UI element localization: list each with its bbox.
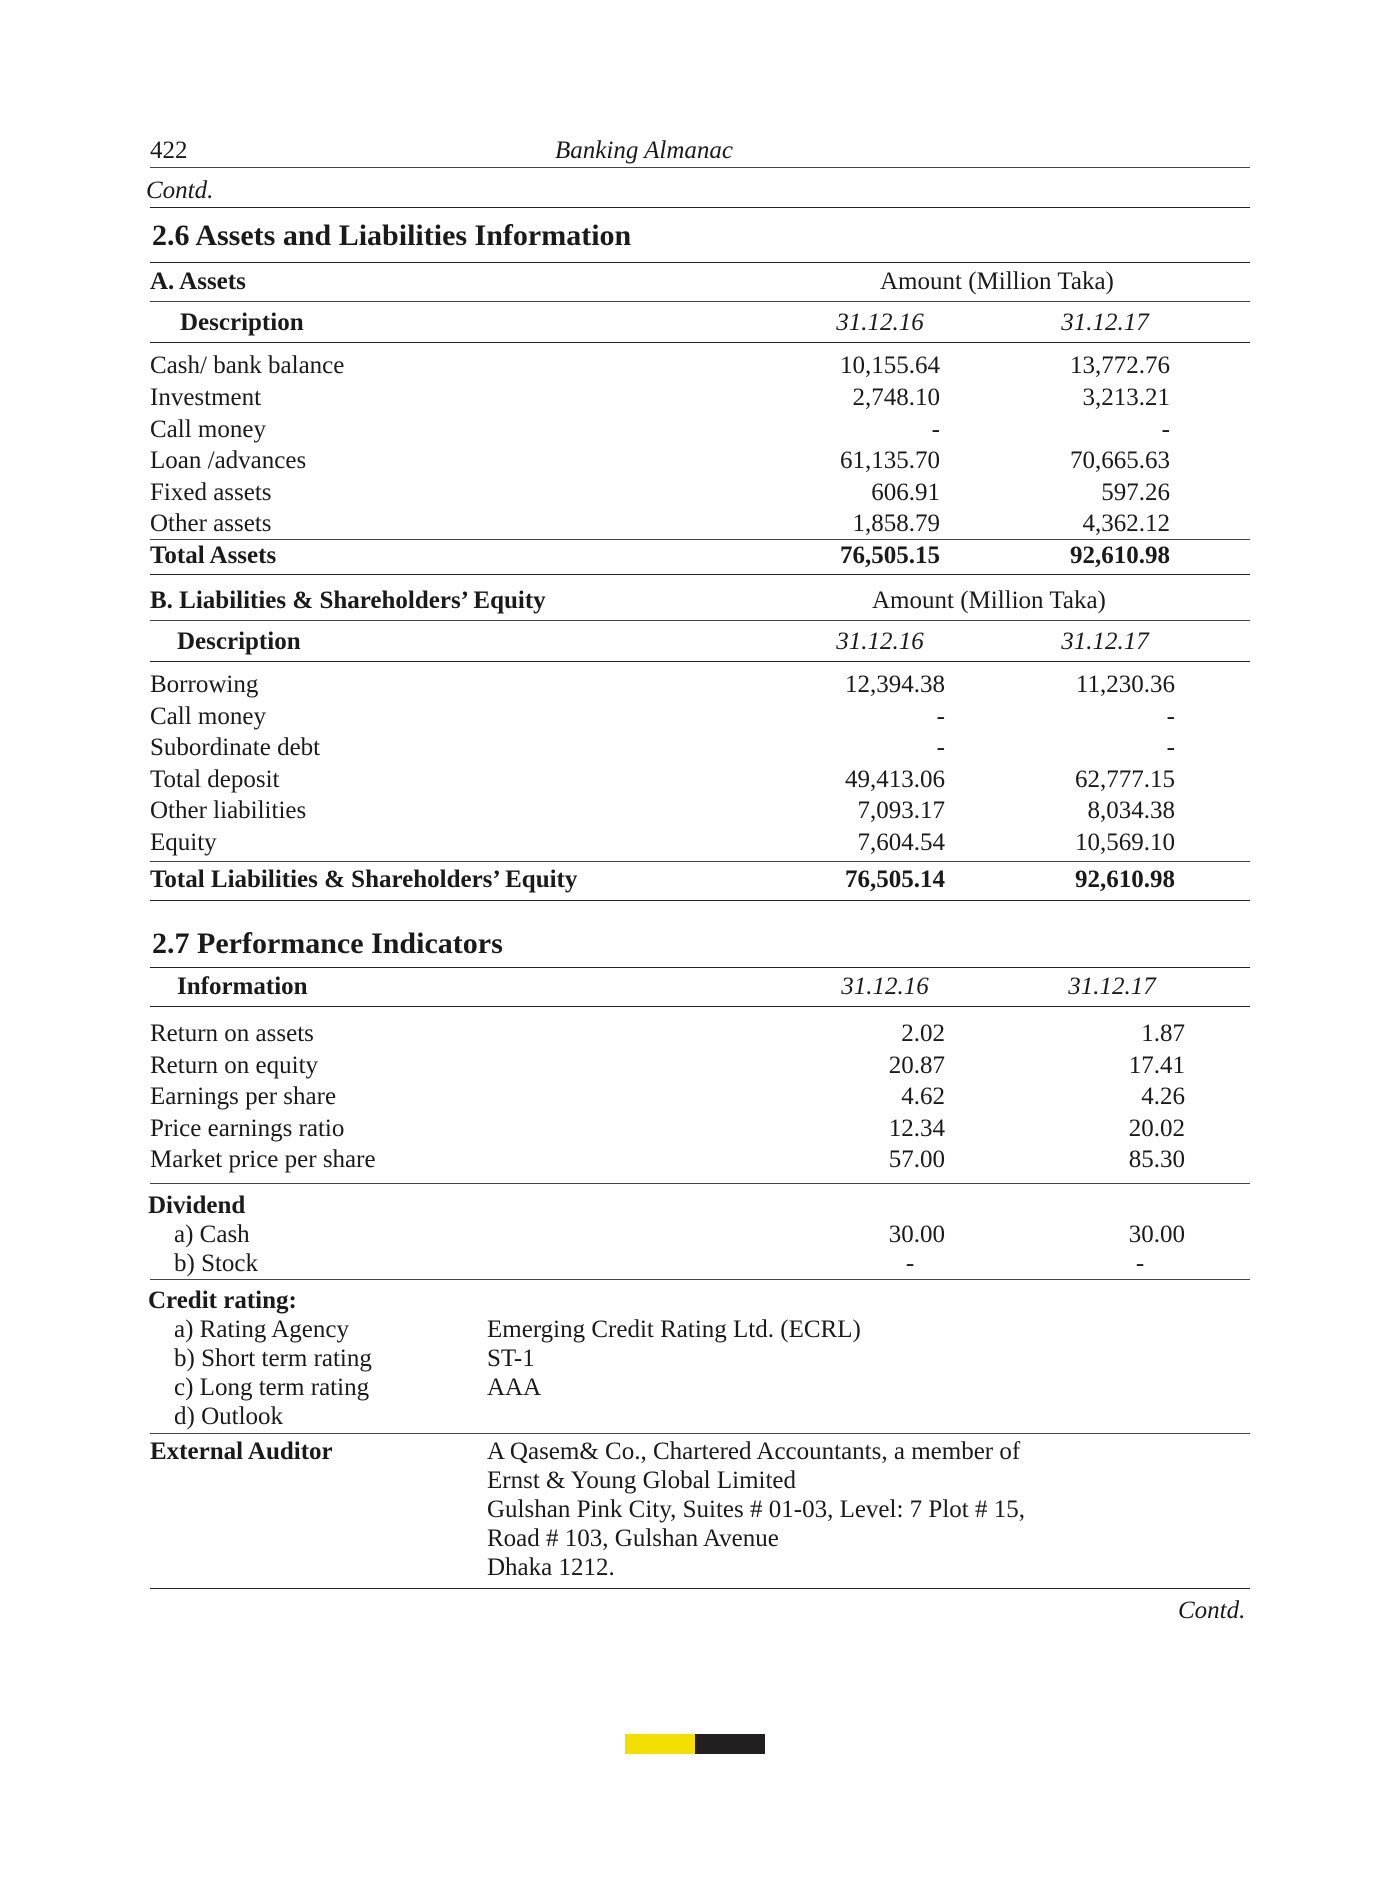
page-number: 422: [150, 137, 188, 164]
liabilities-row-value-1: 7,604.54: [857, 829, 945, 856]
auditor-line: Ernst & Young Global Limited: [487, 1467, 797, 1494]
credit-rating-heading: Credit rating:: [148, 1287, 297, 1314]
rule: [150, 207, 1250, 208]
assets-row-value-1: 10,155.64: [840, 352, 940, 379]
performance-row-value-2: 17.41: [1128, 1052, 1185, 1079]
liabilities-row-label: Other liabilities: [150, 797, 307, 824]
performance-row-value-1: 57.00: [888, 1146, 945, 1173]
performance-row-value-2: 1.87: [1141, 1020, 1185, 1047]
assets-row-value-2: 13,772.76: [1070, 352, 1170, 379]
information-label: Information: [177, 973, 308, 1000]
performance-row-label: Return on equity: [150, 1052, 319, 1079]
assets-amount-label: Amount (Million Taka): [880, 268, 1114, 295]
dividend-stock-value-1: -: [905, 1250, 915, 1277]
assets-row-value-2: 70,665.63: [1070, 447, 1170, 474]
document-page: [146, 0, 1250, 1900]
assets-row-label: Cash/ bank balance: [150, 352, 345, 379]
liabilities-amount-label: Amount (Million Taka): [872, 587, 1106, 614]
liabilities-row-value-2: -: [1166, 734, 1175, 761]
performance-row-label: Market price per share: [150, 1146, 376, 1173]
assets-row-value-1: 606.91: [871, 479, 940, 506]
assets-row-label: Call money: [150, 416, 266, 443]
section-title-2-7: 2.7 Performance Indicators: [152, 927, 503, 960]
dividend-stock-value-2: -: [1135, 1250, 1145, 1277]
rule: [150, 1433, 1250, 1434]
rating-agency-label: a) Rating Agency: [174, 1316, 349, 1343]
running-title: Banking Almanac: [555, 137, 733, 164]
assets-row-label: Other assets: [150, 510, 272, 537]
liabilities-description-label: Description: [177, 628, 301, 655]
performance-row-value-1: 2.02: [901, 1020, 945, 1047]
assets-row-value-2: -: [1161, 416, 1170, 443]
liabilities-row-value-2: 10,569.10: [1075, 829, 1175, 856]
assets-row-value-2: 597.26: [1101, 479, 1170, 506]
rule: [150, 1588, 1250, 1589]
total-liabilities-value-1: 76,505.14: [845, 866, 945, 893]
total-assets-value-1: 76,505.15: [840, 542, 940, 569]
liabilities-heading: B. Liabilities & Shareholders’ Equity: [150, 587, 546, 614]
assets-date-2: 31.12.17: [1061, 309, 1149, 336]
section-title-2-6: 2.6 Assets and Liabilities Information: [152, 219, 632, 252]
color-bar-dark: [695, 1734, 765, 1754]
liabilities-row-value-2: 11,230.36: [1075, 671, 1175, 698]
total-assets-value-2: 92,610.98: [1070, 542, 1170, 569]
rule: [150, 967, 1250, 968]
rule: [150, 1279, 1250, 1280]
long-term-rating-label: c) Long term rating: [174, 1374, 370, 1401]
liabilities-row-label: Borrowing: [150, 671, 259, 698]
rule: [150, 1006, 1250, 1007]
liabilities-row-value-2: -: [1166, 703, 1175, 730]
liabilities-date-2: 31.12.17: [1061, 628, 1149, 655]
assets-row-value-2: 4,362.12: [1082, 510, 1170, 537]
liabilities-date-1: 31.12.16: [836, 628, 924, 655]
dividend-heading: Dividend: [148, 1192, 246, 1219]
total-liabilities-value-2: 92,610.98: [1075, 866, 1175, 893]
liabilities-row-value-1: 49,413.06: [845, 766, 945, 793]
liabilities-row-value-1: 12,394.38: [845, 671, 945, 698]
rule: [150, 1183, 1250, 1184]
rule: [150, 342, 1250, 343]
short-term-rating-label: b) Short term rating: [174, 1345, 372, 1372]
performance-date-2: 31.12.17: [1068, 973, 1156, 1000]
assets-row-value-1: -: [931, 416, 940, 443]
liabilities-row-value-2: 8,034.38: [1087, 797, 1175, 824]
dividend-cash-value-1: 30.00: [888, 1221, 945, 1248]
rating-agency-value: Emerging Credit Rating Ltd. (ECRL): [487, 1316, 861, 1343]
short-term-rating-value: ST-1: [487, 1345, 535, 1372]
total-liabilities-label: Total Liabilities & Shareholders’ Equity: [150, 866, 578, 893]
assets-description-label: Description: [180, 309, 304, 336]
liabilities-row-label: Equity: [150, 829, 217, 856]
performance-row-value-1: 4.62: [901, 1083, 945, 1110]
liabilities-row-value-1: -: [936, 703, 945, 730]
performance-row-value-2: 4.26: [1141, 1083, 1185, 1110]
assets-row-value-2: 3,213.21: [1082, 384, 1170, 411]
dividend-cash-label: a) Cash: [174, 1221, 250, 1248]
assets-row-label: Loan /advances: [150, 447, 307, 474]
rule: [150, 620, 1250, 621]
assets-heading: A. Assets: [150, 268, 246, 295]
liabilities-row-value-1: 7,093.17: [857, 797, 945, 824]
performance-row-label: Return on assets: [150, 1020, 314, 1047]
assets-row-value-1: 2,748.10: [852, 384, 940, 411]
performance-row-label: Price earnings ratio: [150, 1115, 345, 1142]
performance-date-1: 31.12.16: [841, 973, 929, 1000]
color-bar-yellow: [625, 1734, 695, 1754]
rule: [150, 661, 1250, 662]
contd-top: Contd.: [146, 177, 214, 204]
dividend-stock-label: b) Stock: [174, 1250, 259, 1277]
assets-row-value-1: 61,135.70: [840, 447, 940, 474]
performance-row-label: Earnings per share: [150, 1083, 337, 1110]
auditor-line: A Qasem& Co., Chartered Accountants, a member of: [487, 1438, 1021, 1465]
contd-bottom: Contd.: [1178, 1597, 1246, 1624]
assets-row-label: Investment: [150, 384, 262, 411]
rule: [150, 301, 1250, 302]
total-assets-label: Total Assets: [150, 542, 277, 569]
auditor-line: Dhaka 1212.: [487, 1554, 615, 1581]
rule: [150, 900, 1250, 901]
rule: [150, 262, 1250, 263]
rule: [150, 539, 1250, 540]
liabilities-row-label: Subordinate debt: [150, 734, 321, 761]
assets-row-value-1: 1,858.79: [852, 510, 940, 537]
outlook-label: d) Outlook: [174, 1403, 284, 1430]
header-rule: [150, 167, 1250, 168]
dividend-cash-value-2: 30.00: [1128, 1221, 1185, 1248]
rule: [150, 861, 1250, 862]
external-auditor-heading: External Auditor: [150, 1438, 333, 1465]
performance-row-value-2: 85.30: [1128, 1146, 1185, 1173]
liabilities-row-value-2: 62,777.15: [1075, 766, 1175, 793]
auditor-line: Road # 103, Gulshan Avenue: [487, 1525, 779, 1552]
liabilities-row-value-1: -: [936, 734, 945, 761]
performance-row-value-2: 20.02: [1128, 1115, 1185, 1142]
assets-date-1: 31.12.16: [836, 309, 924, 336]
liabilities-row-label: Call money: [150, 703, 266, 730]
long-term-rating-value: AAA: [487, 1374, 542, 1401]
performance-row-value-1: 20.87: [888, 1052, 945, 1079]
performance-row-value-1: 12.34: [888, 1115, 945, 1142]
liabilities-row-label: Total deposit: [150, 766, 280, 793]
auditor-line: Gulshan Pink City, Suites # 01-03, Level: 7 Plot # 15,: [487, 1496, 1025, 1523]
rule: [150, 574, 1250, 575]
assets-row-label: Fixed assets: [150, 479, 272, 506]
